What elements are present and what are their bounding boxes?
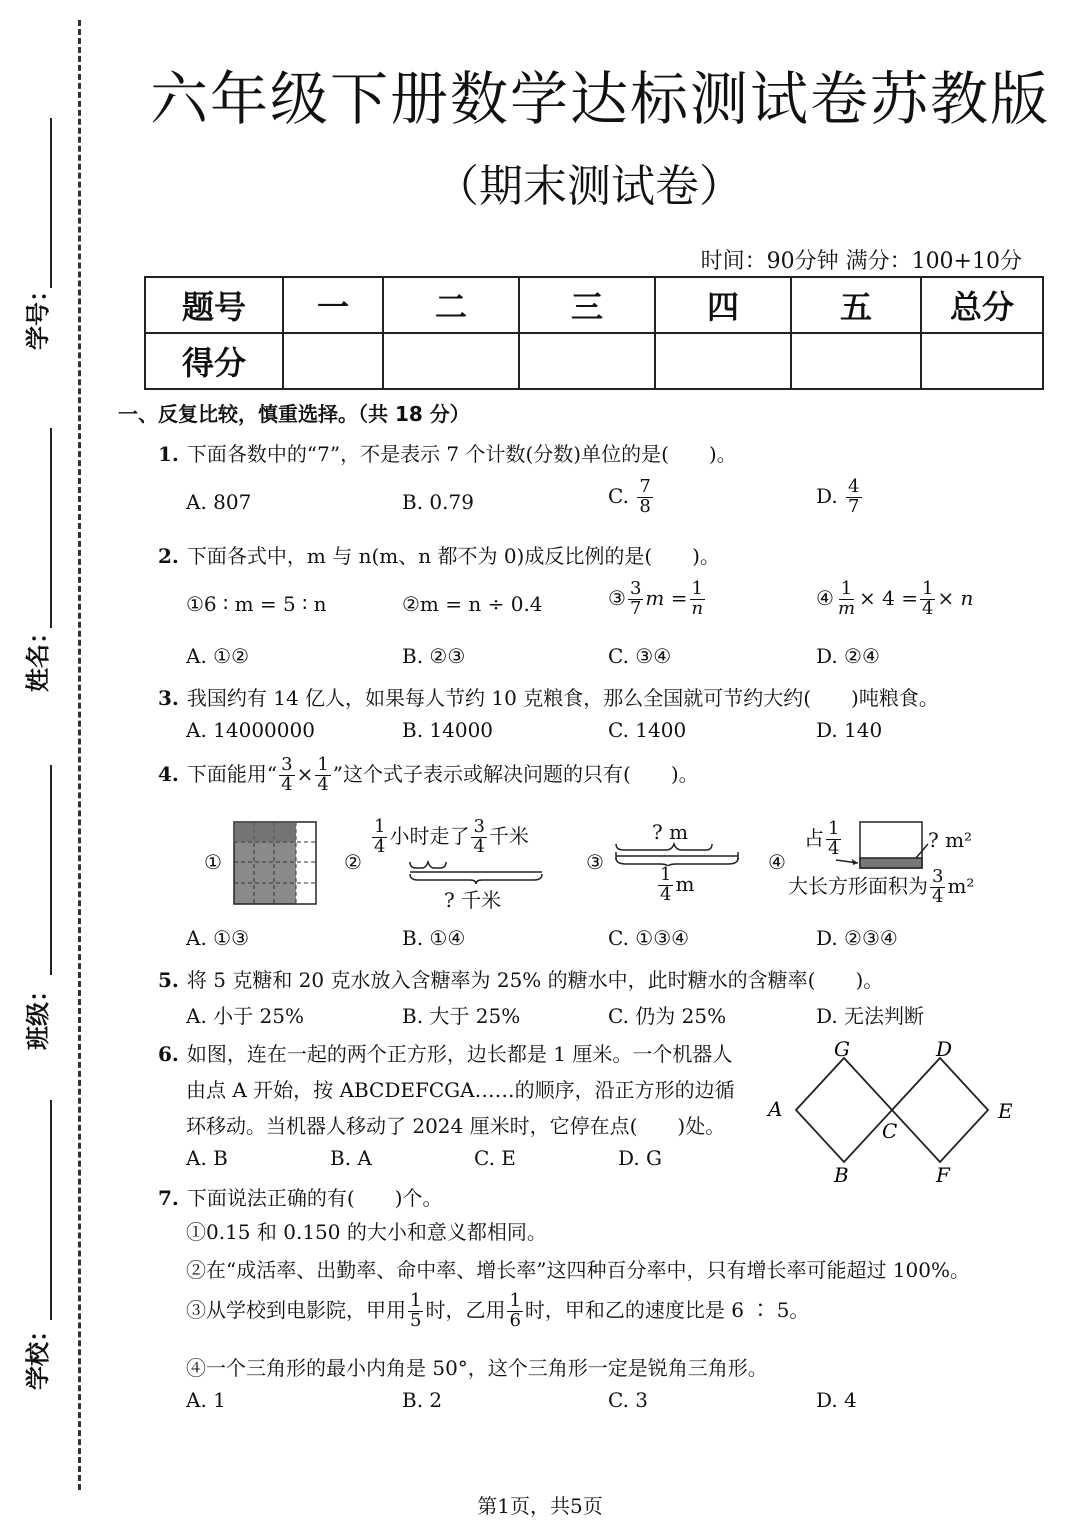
statement-1: ①0.15 和 0.150 的大小和意义都相同。 xyxy=(186,1220,547,1244)
fraction xyxy=(408,1292,423,1331)
figure-3-label: ③ xyxy=(586,850,604,874)
option-a: A. ①③ xyxy=(186,926,250,950)
statement-text: 时，乙用 xyxy=(425,1297,506,1322)
name-line xyxy=(50,428,52,628)
denominator: 6 xyxy=(509,1309,521,1331)
expr: m = xyxy=(645,585,688,610)
student-id-label: 学号： xyxy=(24,278,52,350)
question-number: 5. xyxy=(158,968,179,992)
fraction xyxy=(920,580,935,619)
fraction xyxy=(836,580,857,619)
exam-meta: 时间：90分钟 满分：100+10分 xyxy=(700,249,1022,274)
numerator: 7 xyxy=(639,476,651,497)
numerator: 1 xyxy=(410,1290,422,1311)
question-number: 1. xyxy=(158,442,179,466)
section-title: 一、反复比较，慎重选择。（共 18 分） xyxy=(118,402,470,426)
question-text: 下面说法正确的有( )个。 xyxy=(186,1186,443,1210)
statement-2: ②在“成活率、出勤率、命中率、增长率”这四种百分率中，只有增长率可能超过 100%。 xyxy=(186,1258,970,1282)
question-3 xyxy=(158,682,939,711)
option-d xyxy=(816,478,864,517)
score-header-cell: 一 xyxy=(283,277,383,333)
option-a: A. B xyxy=(186,1146,228,1170)
question-text: 下面各数中的“7”，不是表示 7 个计数(分数)单位的是( )。 xyxy=(186,442,737,466)
figure-text: 占 xyxy=(804,825,824,850)
fraction xyxy=(471,818,486,857)
figure-4-rect xyxy=(830,820,930,872)
option-d: D. ②④ xyxy=(816,644,880,668)
point-label: F xyxy=(936,1163,950,1187)
option-b: B. 2 xyxy=(402,1388,443,1412)
left-square xyxy=(796,1058,892,1162)
score-cell[interactable] xyxy=(655,333,791,389)
option-a: A. 1 xyxy=(186,1388,226,1412)
fraction xyxy=(628,580,643,619)
denominator: 4 xyxy=(828,837,840,859)
score-header-cell: 二 xyxy=(383,277,519,333)
statement-text: ③从学校到电影院，甲用 xyxy=(186,1297,406,1322)
denominator: 4 xyxy=(932,885,944,907)
statement-3 xyxy=(186,1292,809,1331)
score-header-cell: 题号 xyxy=(145,277,283,333)
numerator: 3 xyxy=(281,754,293,775)
denominator: 4 xyxy=(473,835,485,857)
denominator: n xyxy=(691,597,704,619)
score-cell[interactable] xyxy=(383,333,519,389)
fraction xyxy=(846,478,861,517)
question-text: ”这个式子表示或解决问题的只有( )。 xyxy=(332,761,699,786)
option-d: D. 无法判断 xyxy=(816,1004,925,1028)
question-number: 6. xyxy=(158,1042,179,1066)
figure-2-bottom: ? 千米 xyxy=(444,888,502,912)
statement-4: ④一个三角形的最小内角是 50°，这个三角形一定是锐角三角形。 xyxy=(186,1356,768,1380)
figure-1-grid xyxy=(232,820,322,906)
numerator: 3 xyxy=(473,816,485,837)
item-1: ①6 ∶ m = 5 ∶ n xyxy=(186,592,327,616)
score-cell[interactable] xyxy=(283,333,383,389)
option-a: A. 807 xyxy=(186,490,252,514)
question-6-line-3: 环移动。当机器人移动了 2024 厘米时，它停在点( )处。 xyxy=(186,1114,726,1138)
option-b: B. 14000 xyxy=(402,718,494,742)
two-squares-figure xyxy=(764,1036,1024,1192)
option-d: D. G xyxy=(618,1146,663,1170)
expr: × 4 = xyxy=(859,585,918,610)
question-text: 如图，连在一起的两个正方形，边长都是 1 厘米。一个机器人 xyxy=(186,1042,733,1066)
option-c: C. 仍为 25% xyxy=(608,1004,727,1028)
question-number: 4. xyxy=(158,761,179,786)
item-4 xyxy=(816,580,973,619)
point-label: E xyxy=(998,1099,1013,1123)
option-b: B. ①④ xyxy=(402,926,466,950)
fraction xyxy=(689,580,705,619)
score-table-header-row xyxy=(145,277,1043,333)
numerator: 1 xyxy=(840,578,853,599)
denominator: 7 xyxy=(629,597,642,619)
option-c: C. 3 xyxy=(608,1388,649,1412)
option-a: A. 14000000 xyxy=(186,718,315,742)
numerator: 1 xyxy=(509,1290,521,1311)
option-c xyxy=(608,478,655,517)
figure-3-braces xyxy=(612,842,742,866)
page-footer: 第1页，共5页 xyxy=(477,1494,603,1518)
option-b: B. 0.79 xyxy=(402,490,474,514)
question-text: 下面能用“ xyxy=(186,761,278,786)
item-2: ②m = n ÷ 0.4 xyxy=(402,592,543,616)
fraction xyxy=(372,818,387,857)
page-subtitle: （期末测试卷） xyxy=(435,161,743,212)
fraction xyxy=(930,868,945,907)
point-label: G xyxy=(834,1037,850,1061)
option-c: C. 1400 xyxy=(608,718,687,742)
option-label: C. xyxy=(608,483,629,508)
class-line xyxy=(50,765,52,975)
option-c: C. E xyxy=(474,1146,516,1170)
class-label: 班级： xyxy=(24,978,52,1050)
question-7 xyxy=(158,1182,443,1211)
times-sign: × xyxy=(296,761,314,786)
score-table-score-row xyxy=(145,333,1043,389)
question-2 xyxy=(158,540,720,569)
denominator: 7 xyxy=(848,495,860,517)
figure-4-label: ④ xyxy=(768,850,786,874)
question-number: 2. xyxy=(158,544,179,568)
figure-2-top xyxy=(370,818,529,857)
numerator: 1 xyxy=(317,754,329,775)
point-label: A xyxy=(768,1097,783,1121)
fraction xyxy=(279,756,294,795)
option-d: D. 4 xyxy=(816,1388,857,1412)
point-label: C xyxy=(882,1119,898,1143)
unit: m xyxy=(675,871,695,896)
numerator: 1 xyxy=(828,818,840,839)
numerator: 1 xyxy=(374,816,386,837)
score-header-cell: 四 xyxy=(655,277,791,333)
score-header-cell: 总分 xyxy=(921,277,1043,333)
score-cell[interactable] xyxy=(791,333,921,389)
numerator: 3 xyxy=(932,866,944,887)
figure-1-label: ① xyxy=(204,850,222,874)
figure-3-top: ? m xyxy=(652,820,689,844)
question-number: 7. xyxy=(158,1186,179,1210)
score-cell[interactable] xyxy=(921,333,1043,389)
score-cell[interactable] xyxy=(519,333,655,389)
option-b: B. ②③ xyxy=(402,644,466,668)
denominator: 5 xyxy=(410,1309,422,1331)
question-text: 将 5 克糖和 20 克水放入含糖率为 25% 的糖水中，此时糖水的含糖率( )。 xyxy=(186,968,884,992)
figure-3-bottom xyxy=(656,866,694,905)
denominator: 4 xyxy=(281,773,293,795)
denominator: m xyxy=(837,597,856,619)
fraction xyxy=(637,478,652,517)
denominator: 4 xyxy=(317,773,329,795)
question-6 xyxy=(158,1038,732,1067)
numerator: 1 xyxy=(691,578,703,599)
question-4 xyxy=(158,756,699,795)
question-number: 3. xyxy=(158,686,179,710)
unit: m² xyxy=(947,873,975,898)
score-table xyxy=(144,276,1044,390)
fraction xyxy=(507,1292,522,1331)
question-text: 我国约有 14 亿人，如果每人节约 10 克粮食，那么全国就可节约大约( )吨粮食。 xyxy=(186,686,939,710)
name-label: 姓名： xyxy=(24,620,52,692)
numerator: 1 xyxy=(660,864,672,885)
numerator: 3 xyxy=(629,578,642,599)
fraction xyxy=(658,866,673,905)
point-label: B xyxy=(834,1163,849,1187)
student-id-line xyxy=(50,118,52,288)
option-d: D. 140 xyxy=(816,718,883,742)
item-marker: ④ xyxy=(816,585,834,610)
page-title: 六年级下册数学达标测试卷苏教版 xyxy=(150,65,1051,133)
item-marker: ③ xyxy=(608,585,626,610)
statement-text: 时，甲和乙的速度比是 6 ∶ 5。 xyxy=(524,1297,810,1322)
figure-2-label: ② xyxy=(344,850,362,874)
school-label: 学校： xyxy=(24,1318,52,1390)
denominator: 4 xyxy=(660,883,672,905)
option-a: A. ①② xyxy=(186,644,250,668)
fraction xyxy=(315,756,330,795)
option-b: B. A xyxy=(330,1146,372,1170)
score-header-cell: 五 xyxy=(791,277,921,333)
denominator: 8 xyxy=(639,495,651,517)
right-square xyxy=(892,1058,988,1162)
figure-text: 千米 xyxy=(488,823,529,848)
school-line xyxy=(50,1100,52,1320)
figure-text: 大长方形面积为 xyxy=(788,873,928,898)
numerator: 1 xyxy=(921,578,934,599)
option-a: A. 小于 25% xyxy=(186,1004,304,1028)
dark-strip xyxy=(234,822,296,842)
question-5 xyxy=(158,964,883,993)
option-c: C. ③④ xyxy=(608,644,672,668)
score-header-cell: 三 xyxy=(519,277,655,333)
question-1 xyxy=(158,438,737,467)
binding-dashed-line xyxy=(78,20,81,1490)
score-row-label: 得分 xyxy=(145,333,283,389)
expr: × n xyxy=(937,585,974,610)
denominator: 4 xyxy=(921,597,934,619)
option-c: C. ①③④ xyxy=(608,926,690,950)
figure-4-right: ? m² xyxy=(928,828,973,852)
figure-2-braces xyxy=(406,858,546,884)
question-6-line-2: 由点 A 开始，按 ABCDEFCGA……的顺序，沿正方形的边循 xyxy=(186,1078,735,1102)
item-3 xyxy=(608,580,707,619)
option-b: B. 大于 25% xyxy=(402,1004,521,1028)
denominator: 4 xyxy=(374,835,386,857)
figure-4-bottom xyxy=(788,868,974,907)
numerator: 4 xyxy=(848,476,860,497)
point-label: D xyxy=(936,1037,953,1061)
question-text: 下面各式中，m 与 n(m、n 都不为 0)成反比例的是( )。 xyxy=(186,544,720,568)
figure-text: 小时走了 xyxy=(389,823,470,848)
option-label: D. xyxy=(816,483,838,508)
option-d: D. ②③④ xyxy=(816,926,898,950)
